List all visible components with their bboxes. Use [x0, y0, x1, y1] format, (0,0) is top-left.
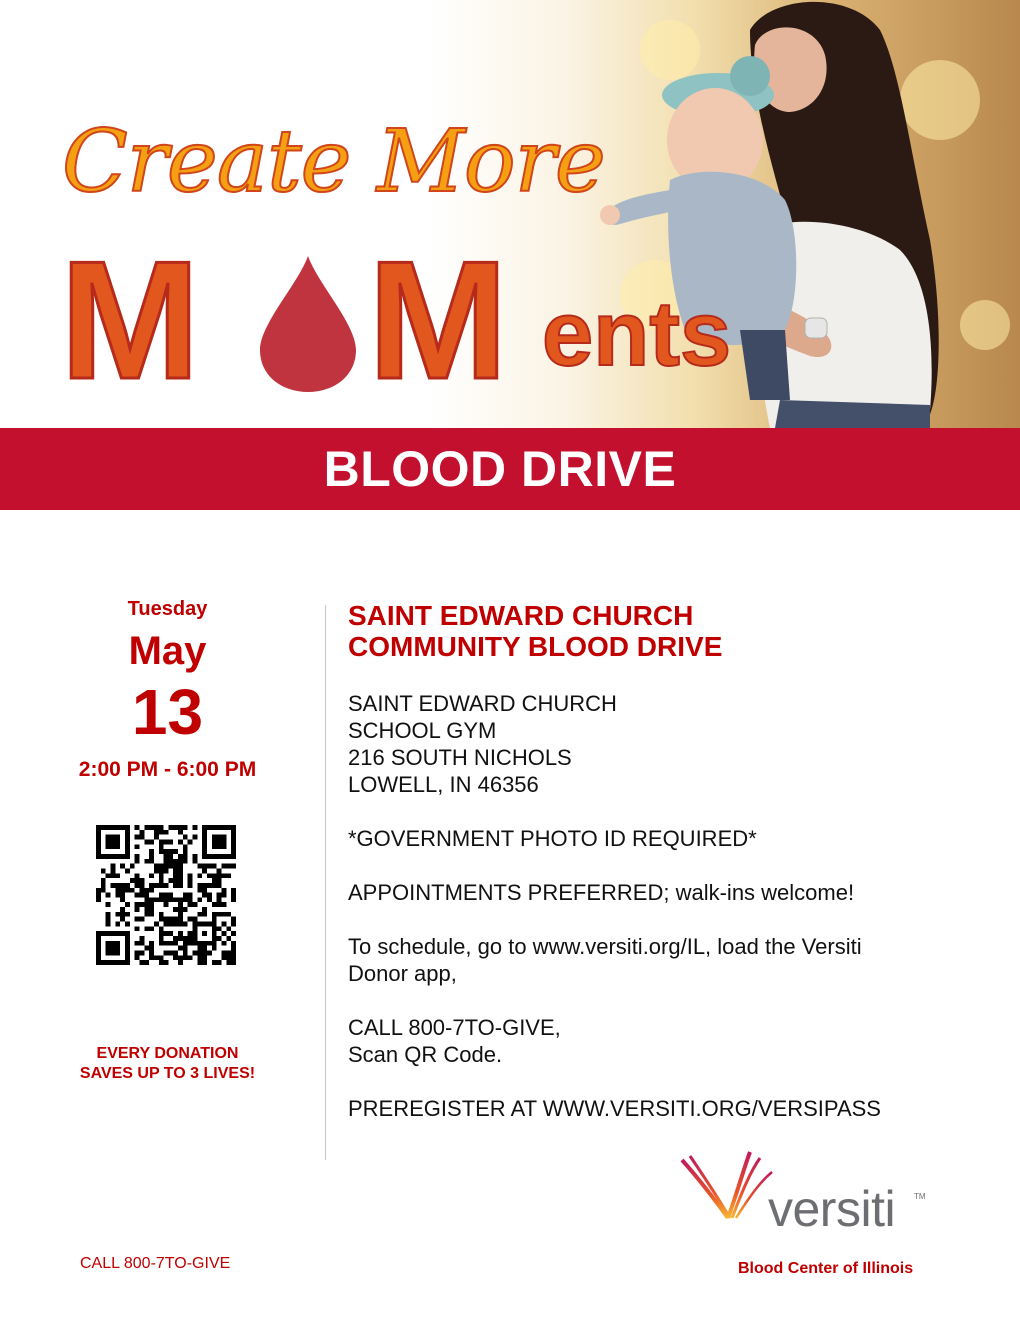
event-title-line: COMMUNITY BLOOD DRIVE	[348, 631, 723, 662]
call-instructions: CALL 800-7TO-GIVE,	[348, 1015, 561, 1040]
banner	[0, 428, 1020, 510]
id-requirement: *GOVERNMENT PHOTO ID REQUIRED*	[348, 826, 757, 851]
preregister-note: PREREGISTER AT WWW.VERSITI.ORG/VERSIPASS	[348, 1096, 881, 1121]
blood-center-name: Blood Center of Illinois	[738, 1260, 914, 1277]
tagline-line: EVERY DONATION	[96, 1045, 239, 1062]
banner-title: BLOOD DRIVE	[323, 441, 677, 497]
schedule-instructions: Donor app,	[348, 961, 457, 986]
event-title	[348, 600, 998, 662]
address-line: SAINT EDWARD CHURCH	[348, 691, 617, 716]
tagline-line: SAVES UP TO 3 LIVES!	[79, 1065, 256, 1082]
event-day: Tuesday	[127, 598, 208, 620]
trademark-mark: TM	[914, 1192, 926, 1201]
qr-code[interactable]	[96, 825, 236, 965]
title-letter-m: M	[60, 226, 200, 414]
column-divider	[325, 605, 326, 1160]
footer-call-number: CALL 800-7TO-GIVE	[80, 1255, 231, 1272]
hero-section	[0, 0, 1020, 428]
event-time: 2:00 PM - 6:00 PM	[78, 758, 257, 781]
event-title-line: SAINT EDWARD CHURCH	[348, 600, 694, 631]
event-date-column	[40, 598, 295, 782]
appointments-note: APPOINTMENTS PREFERRED; walk-ins welcome!	[348, 880, 855, 905]
address-line: LOWELL, IN 46356	[348, 772, 539, 797]
event-date: 13	[131, 676, 204, 748]
moments-wordmark	[60, 226, 732, 414]
title-ents: ents	[542, 283, 732, 385]
title-letter-m: M	[368, 226, 508, 414]
address-line: 216 SOUTH NICHOLS	[348, 745, 572, 770]
title-script-line: Create More	[62, 112, 605, 212]
versiti-wordmark: versiti	[768, 1181, 896, 1237]
event-month: May	[128, 629, 207, 673]
schedule-instructions: To schedule, go to www.versiti.org/IL, load the Versiti	[348, 934, 862, 959]
donation-tagline	[40, 1044, 295, 1084]
blood-drop-icon	[256, 254, 360, 394]
address-line: SCHOOL GYM	[348, 718, 497, 743]
call-instructions: Scan QR Code.	[348, 1042, 503, 1067]
event-details	[348, 600, 998, 1122]
